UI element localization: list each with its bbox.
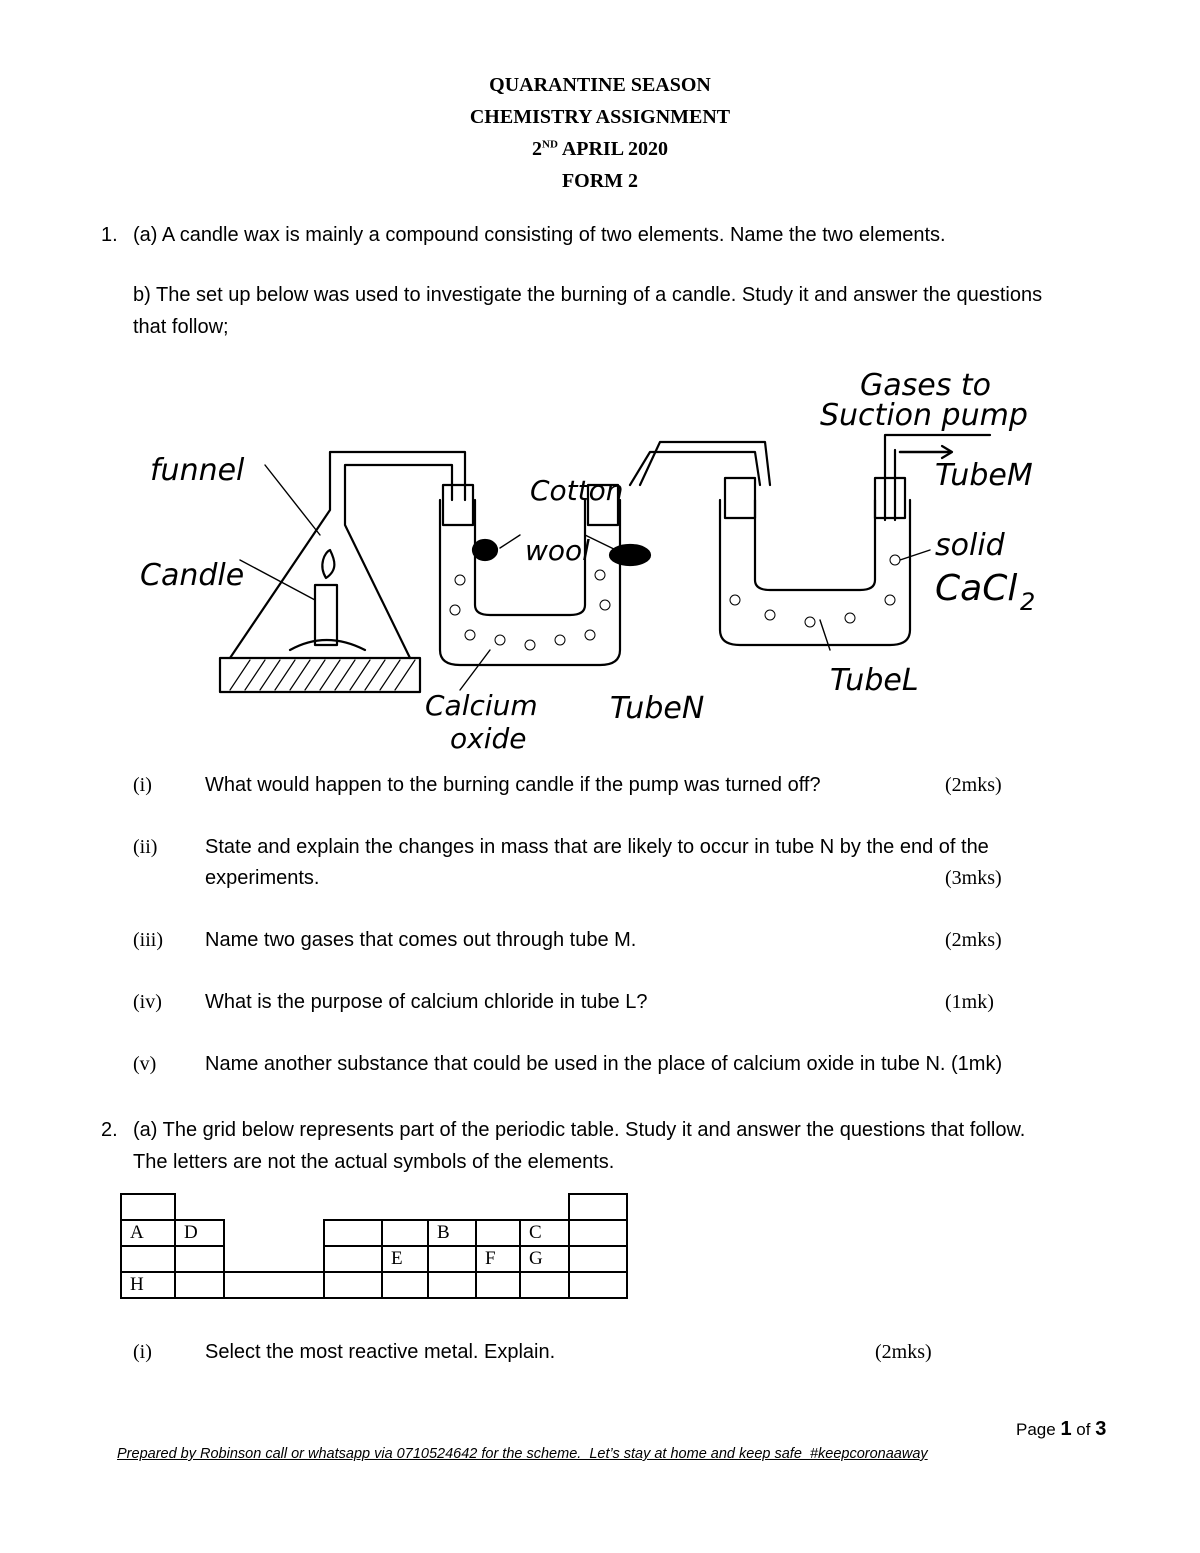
label-cacl: CaCl	[935, 568, 1018, 609]
grid-cell	[175, 1246, 224, 1272]
q1-ii-text-2: experiments.	[205, 867, 320, 889]
date-rest: APRIL 2020	[557, 138, 668, 160]
date-number: 2	[532, 138, 543, 160]
q1-ii-num: (ii)	[133, 836, 158, 858]
element-a: A	[121, 1220, 175, 1246]
grid-cell	[428, 1246, 476, 1272]
label-tube-m: TubeM	[935, 458, 1033, 493]
q1-i-text: What would happen to the burning candle if the pump was turned off?	[205, 774, 821, 796]
q1-number: 1.	[101, 224, 118, 246]
title-date	[0, 138, 1200, 161]
q1-iv-text: What is the purpose of calcium chloride in tube L?	[205, 991, 648, 1013]
q1-i-marks: (2mks)	[945, 774, 1002, 796]
grid-cell	[382, 1272, 428, 1298]
q1-i-num: (i)	[133, 774, 152, 796]
title-line-1: QUARANTINE SEASON	[489, 74, 711, 96]
grid-cell	[324, 1246, 382, 1272]
label-cacl-subscript: 2	[1020, 588, 1036, 616]
grid-cell	[324, 1272, 382, 1298]
title-form: FORM 2	[561, 170, 639, 192]
q1-iii-text: Name two gases that comes out through tube M.	[205, 929, 637, 951]
periodic-table-grid	[120, 1193, 628, 1299]
page-word: Page	[1016, 1420, 1061, 1439]
grid-cell	[476, 1272, 520, 1298]
grid-cell	[569, 1220, 627, 1246]
element-d: D	[175, 1220, 224, 1246]
grid-cell	[224, 1272, 324, 1298]
grid-cell	[569, 1246, 627, 1272]
label-tube-n: TubeN	[610, 691, 705, 726]
element-g: G	[520, 1246, 569, 1272]
label-oxide: oxide	[450, 722, 527, 755]
label-cotton: Cotton	[530, 474, 624, 507]
date-superscript: ND	[542, 138, 558, 151]
q2-number: 2.	[101, 1119, 118, 1141]
q1-iii-num: (iii)	[133, 929, 163, 951]
q1a-text: (a) A candle wax is mainly a compound consisting of two elements. Name the two elements.	[133, 224, 946, 246]
grid-cell	[569, 1272, 627, 1298]
q2-i-marks: (2mks)	[875, 1341, 932, 1363]
label-calcium: Calcium	[425, 689, 538, 722]
of-word: of	[1071, 1420, 1096, 1439]
label-gases-to: Gases to	[860, 368, 992, 403]
q2-i-text: Select the most reactive metal. Explain.	[205, 1341, 556, 1363]
grid-cell	[175, 1272, 224, 1298]
q2a-line1: (a) The grid below represents part of the periodic table. Study it and answer the questions that follow.	[133, 1119, 1026, 1141]
element-h: H	[121, 1272, 175, 1298]
label-candle: Candle	[140, 558, 245, 593]
grid-cell	[428, 1272, 476, 1298]
q1-iv-num: (iv)	[133, 991, 162, 1013]
q2-i-num: (i)	[133, 1341, 152, 1363]
label-tube-l: TubeL	[830, 663, 919, 698]
title-line-2: CHEMISTRY ASSIGNMENT	[469, 106, 731, 128]
candle-apparatus-diagram	[130, 360, 1050, 755]
current-page: 1	[1060, 1418, 1072, 1440]
element-f: F	[476, 1246, 520, 1272]
q1-iv-marks: (1mk)	[945, 991, 994, 1013]
q1-v-num: (v)	[133, 1053, 157, 1075]
grid-cell	[382, 1220, 428, 1246]
q1-ii-marks: (3mks)	[945, 867, 1002, 889]
grid-cell	[121, 1246, 175, 1272]
grid-cell	[121, 1194, 175, 1220]
label-funnel: funnel	[150, 453, 245, 488]
footer-note: Prepared by Robinson call or whatsapp via 0710524642 for the scheme. Let’s stay at home and keep safe #keepcoronaaway	[117, 1446, 928, 1462]
q1b-line1: b) The set up below was used to investigate the burning of a candle. Study it and answer the questions	[133, 284, 1043, 306]
q1-ii-text: State and explain the changes in mass that are likely to occur in tube N by the end of the	[205, 836, 989, 858]
q1-v-text: Name another substance that could be used in the place of calcium oxide in tube N. (1mk)	[205, 1053, 1003, 1075]
grid-cell	[520, 1272, 569, 1298]
element-b: B	[428, 1220, 476, 1246]
element-c: C	[520, 1220, 569, 1246]
grid-cell	[569, 1194, 627, 1220]
q1b-line2: that follow;	[133, 316, 229, 338]
page-number	[1016, 1418, 1106, 1441]
grid-cell	[324, 1220, 382, 1246]
label-suction-pump: Suction pump	[820, 398, 1028, 433]
total-pages: 3	[1095, 1418, 1107, 1440]
label-solid: solid	[935, 528, 1005, 563]
funnel-outline	[230, 452, 465, 658]
grid-cell	[476, 1220, 520, 1246]
q2a-line2: The letters are not the actual symbols of the elements.	[133, 1151, 615, 1173]
q1-iii-marks: (2mks)	[945, 929, 1002, 951]
element-e: E	[382, 1246, 428, 1272]
label-wool: wool	[525, 534, 590, 567]
